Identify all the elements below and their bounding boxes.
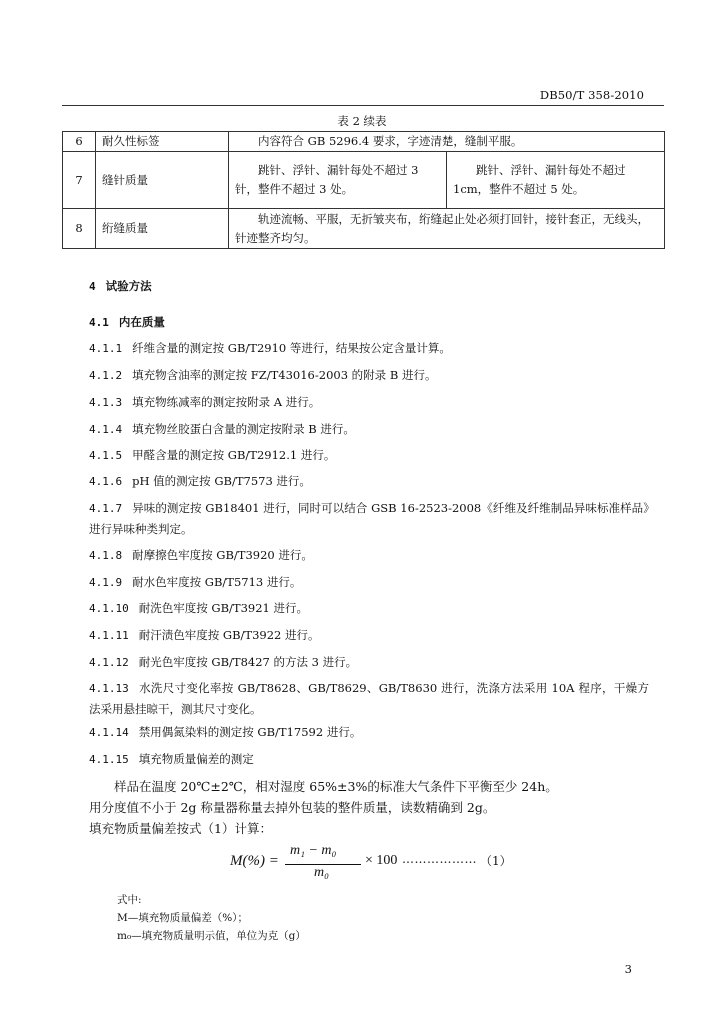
clause-number: 4.1.5: [89, 449, 123, 462]
clause: [89, 572, 649, 593]
clause: [89, 545, 649, 566]
clause: [89, 471, 649, 492]
clause-text: 耐洗色牢度按 GB/T3921 进行。: [138, 601, 309, 615]
clause: [89, 678, 649, 719]
clause: [89, 625, 649, 646]
clause-number: 4.1.14: [89, 726, 129, 739]
clause-text: 耐汗渍色牢度按 GB/T3922 进行。: [138, 628, 320, 642]
clause-number: 4.1.10: [89, 602, 129, 615]
clause: [89, 598, 649, 619]
clause-number: 4.1.8: [89, 549, 123, 562]
table-row: [63, 209, 665, 249]
section-number: 4.1: [89, 316, 109, 329]
table-caption: 表 2 续表: [337, 114, 387, 128]
clause-number: 4.1.3: [89, 396, 123, 409]
clause-text: 耐摩擦色牢度按 GB/T3920 进行。: [132, 548, 313, 562]
clause-text: 填充物质量偏差的测定: [138, 752, 254, 766]
clause-number: 4.1.6: [89, 475, 123, 488]
item-requirement: 内容符合 GB 5296.4 要求，字迹清楚，缝制平服。: [229, 132, 665, 152]
clause-text: 甲醛含量的测定按 GB/T2912.1 进行。: [132, 448, 336, 462]
table-row: [63, 132, 665, 152]
body-paragraph: 用分度值不小于 2g 称量器称量去掉外包装的整件质量，读数精确到 2g。: [89, 800, 496, 815]
clause: [89, 419, 649, 440]
clause-number: 4.1.13: [89, 682, 129, 695]
clause-number: 4.1.7: [89, 502, 123, 515]
clause-text: 纤维含量的测定按 GB/T2910 等进行，结果按公定含量计算。: [132, 341, 451, 355]
clause-number: 4.1.12: [89, 656, 129, 669]
clause-text: 耐光色牢度按 GB/T8427 的方法 3 进行。: [138, 655, 358, 669]
section-title: 内在质量: [118, 315, 165, 329]
clause-number: 4.1.11: [89, 629, 129, 642]
clause: [89, 445, 649, 466]
row-number: 6: [63, 132, 96, 152]
clause: [89, 365, 649, 386]
clause: [89, 652, 649, 673]
standards-table: [62, 131, 665, 249]
section-number: 4: [89, 280, 96, 293]
item-name: 缝针质量: [96, 152, 229, 209]
note-line: M—填充物质量偏差（%）；: [117, 912, 248, 924]
clause-number: 4.1.9: [89, 576, 123, 589]
clause-number: 4.1.4: [89, 423, 123, 436]
clause-text: pH 值的测定按 GB/T7573 进行。: [132, 474, 311, 488]
formula-multiplier: × 100: [365, 853, 398, 868]
clause-text: 耐水色牢度按 GB/T5713 进行。: [132, 575, 302, 589]
section-heading: [89, 276, 649, 297]
body-paragraph: 填充物质量偏差按式（1）计算：: [89, 821, 272, 836]
clause-text: 禁用偶氮染料的测定按 GB/T17592 进行。: [138, 725, 362, 739]
item-requirement-right: 跳针、浮针、漏针每处不超过 1cm，整件不超过 5 处。: [447, 152, 665, 209]
equation-leader-dots: ………………: [402, 852, 477, 866]
clause-number: 4.1.15: [89, 753, 129, 766]
formula-denominator: m₀: [314, 865, 329, 880]
clause-number: 4.1.1: [89, 342, 123, 355]
formula-lhs: M(%) =: [230, 853, 279, 869]
row-number: 8: [63, 209, 96, 249]
clause-text: 填充物丝胶蛋白含量的测定按附录 B 进行。: [132, 422, 355, 436]
clause: [89, 338, 649, 359]
clause-number: 4.1.2: [89, 369, 123, 382]
section-heading: [89, 312, 649, 333]
item-name: 耐久性标签: [96, 132, 229, 152]
body-paragraph: 样品在温度 20℃±2℃，相对湿度 65%±3%的标准大气条件下平衡至少 24h。: [114, 779, 558, 794]
clause: [89, 498, 649, 539]
section-title: 试验方法: [105, 279, 152, 293]
item-requirement: 轨迹流畅、平服，无折皱夹布，绗缝起止处必须打回针，接针套正，无线头，针迹整齐均匀。: [229, 209, 665, 249]
note-title: 式中:: [117, 894, 142, 906]
row-number: 7: [63, 152, 96, 209]
clause: [89, 749, 649, 770]
equation-number: （1）: [480, 854, 512, 868]
clause: [89, 722, 649, 743]
clause: [89, 392, 649, 413]
clause-text: 填充物含油率的测定按 FZ/T43016-2003 的附录 B 进行。: [132, 368, 437, 382]
clause-text: 水洗尺寸变化率按 GB/T8628、GB/T8629、GB/T8630 进行，洗涤方法采用 10A 程序，干燥方法采用悬挂晾干，测其尺寸变化。: [89, 681, 649, 716]
item-name: 绗缝质量: [96, 209, 229, 249]
note-line: m₀—填充物质量明示值，单位为克（g）: [117, 930, 306, 942]
header-rule: [62, 105, 664, 106]
formula-numerator: m₁ − m₀: [290, 843, 337, 858]
item-requirement-left: 跳针、浮针、漏针每处不超过 3 针，整件不超过 3 处。: [229, 152, 447, 209]
table-row: [63, 152, 665, 209]
clause-text: 异味的测定按 GB18401 进行，同时可以结合 GSB 16-2523-2008《纤维及纤维制品异味标准样品》进行异味种类判定。: [89, 501, 649, 536]
clause-text: 填充物练减率的测定按附录 A 进行。: [132, 395, 321, 409]
document-id: DB50/T 358-2010: [539, 88, 644, 102]
page-number: 3: [624, 962, 632, 976]
